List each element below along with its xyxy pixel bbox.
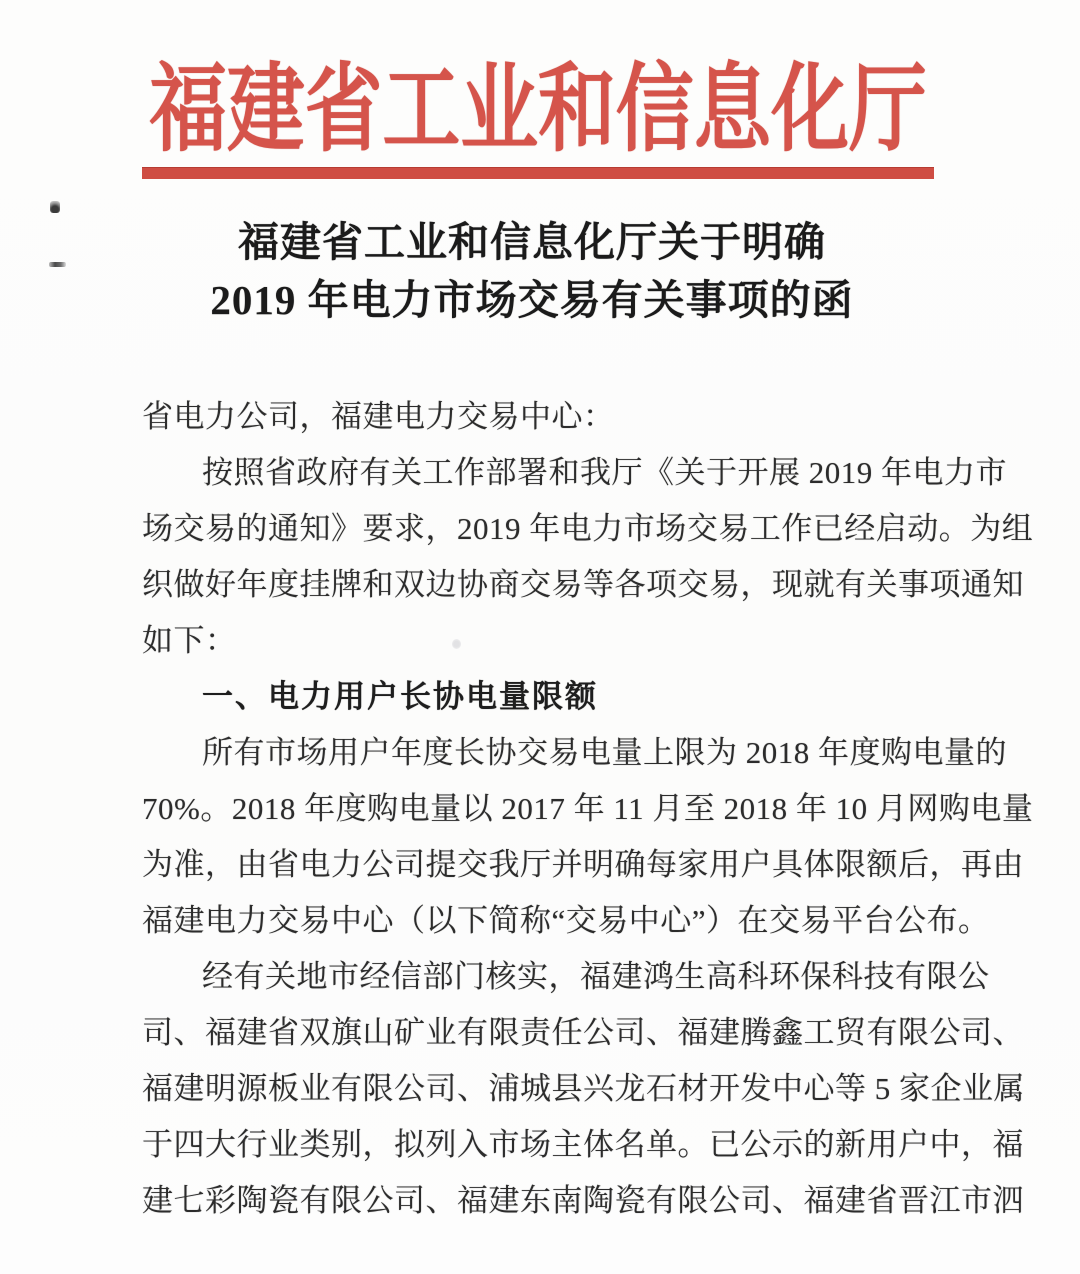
letterhead-divider: [142, 167, 934, 179]
body-line: 福建明源板业有限公司、浦城县兴龙石材开发中心等 5 家企业属: [142, 1071, 1025, 1106]
scan-artifact: [49, 262, 66, 267]
body-line: 70%。2018 年度购电量以 2017 年 11 月至 2018 年 10 月网购电量: [142, 791, 1034, 826]
body-line: 织做好年度挂牌和双边协商交易等各项交易，现就有关事项通知: [142, 567, 1024, 602]
section-heading: 一、电力用户长协电量限额: [202, 679, 598, 714]
agency-name: 福建省工业和信息化厅: [149, 56, 927, 163]
body-line: 如下：: [142, 623, 237, 658]
body-line: 所有市场用户年度长协交易电量上限为 2018 年度购电量的: [202, 735, 1007, 770]
document-title-line-2: 2019 年电力市场交易有关事项的函: [210, 277, 854, 323]
body-line: 福建电力交易中心（以下简称“交易中心”）在交易平台公布。: [142, 903, 990, 938]
body-line: 按照省政府有关工作部署和我厅《关于开展 2019 年电力市: [202, 455, 1007, 490]
document-body: [142, 389, 1034, 1229]
body-line: 建七彩陶瓷有限公司、福建东南陶瓷有限公司、福建省晋江市泗: [142, 1183, 1024, 1218]
body-line: 场交易的通知》要求，2019 年电力市场交易工作已经启动。为组: [142, 511, 1034, 546]
document-title: [122, 221, 942, 321]
scan-artifact: [50, 201, 60, 213]
scan-artifact: [452, 639, 461, 649]
salutation-line: 省电力公司，福建电力交易中心：: [142, 399, 615, 434]
body-line: 司、福建省双旗山矿业有限责任公司、福建腾鑫工贸有限公司、: [142, 1015, 1024, 1050]
body-line: 为准，由省电力公司提交我厅并明确每家用户具体限额后，再由: [142, 847, 1024, 882]
document-title-line-1: 福建省工业和信息化厅关于明确: [238, 219, 826, 265]
agency-letterhead: [142, 56, 934, 164]
body-line: 于四大行业类别，拟列入市场主体名单。已公示的新用户中，福: [142, 1127, 1024, 1162]
body-line: 经有关地市经信部门核实，福建鸿生高科环保科技有限公: [202, 959, 990, 994]
